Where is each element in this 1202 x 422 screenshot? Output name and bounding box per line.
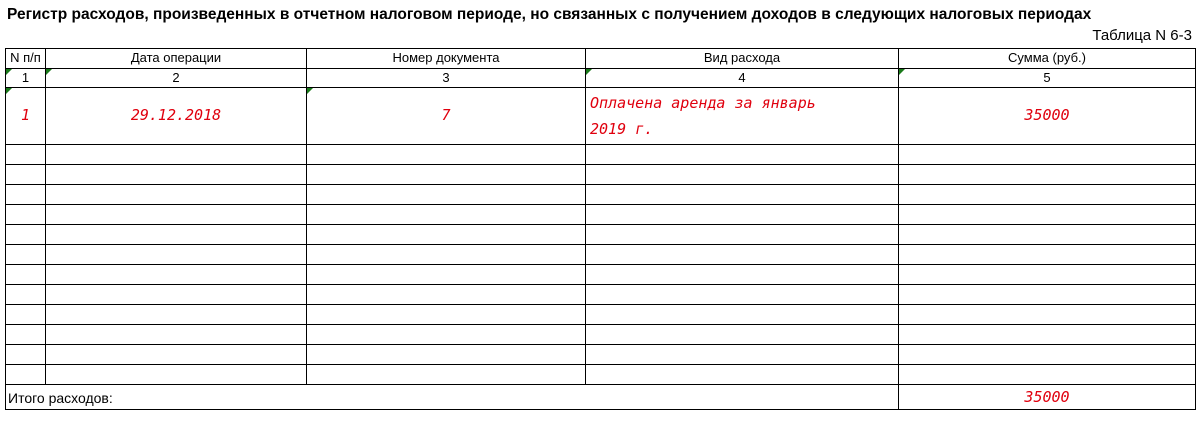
header-amount: Сумма (руб.): [1008, 50, 1086, 65]
totals-amount: 35000: [1024, 388, 1070, 406]
numbers-divider: [5, 87, 1196, 88]
column-number: 4: [738, 70, 746, 85]
entry-amount: 35000: [1024, 106, 1070, 124]
column-number: 1: [21, 70, 30, 85]
header-expense-type: Вид расхода: [703, 50, 781, 65]
row-divider: [5, 284, 1196, 285]
header-index: N п/п: [10, 50, 41, 65]
header-date: Дата операции: [130, 50, 222, 65]
entry-date: 29.12.2018: [130, 106, 222, 124]
register-title: Регистр расходов, произведенных в отчетном налоговом периоде, но связанных с получением доходов в следующих налоговых периодах: [7, 6, 1092, 23]
row-divider: [5, 224, 1196, 225]
row-divider: [5, 244, 1196, 245]
row-divider: [5, 184, 1196, 185]
entry-index: 1: [20, 106, 31, 124]
column-divider: [898, 48, 899, 410]
row-divider: [5, 304, 1196, 305]
entry-expense-type-line-1: Оплачена аренда за январь: [590, 94, 816, 112]
column-number: 2: [172, 70, 180, 85]
cell-comment-marker: [6, 88, 12, 94]
row-divider: [5, 344, 1196, 345]
column-divider: [585, 48, 586, 385]
column-divider: [306, 48, 307, 385]
row-divider: [5, 264, 1196, 265]
header-document-number: Номер документа: [392, 50, 500, 65]
totals-divider: [5, 384, 1196, 385]
entry-document-number: 7: [441, 106, 451, 124]
totals-label: Итого расходов:: [8, 390, 113, 406]
row-divider: [5, 144, 1196, 145]
column-number: 3: [442, 70, 450, 85]
table-reference: Таблица N 6-3: [1092, 27, 1192, 44]
table-border-left: [5, 48, 6, 410]
row-divider: [5, 364, 1196, 365]
row-divider: [5, 204, 1196, 205]
row-divider: [5, 324, 1196, 325]
table-border-bottom: [5, 409, 1196, 410]
column-number: 5: [1043, 70, 1051, 85]
cell-comment-marker: [307, 88, 313, 94]
table-border-right: [1195, 48, 1196, 410]
row-divider: [5, 164, 1196, 165]
entry-expense-type-line-2: 2019 г.: [590, 120, 654, 138]
column-divider: [45, 48, 46, 385]
